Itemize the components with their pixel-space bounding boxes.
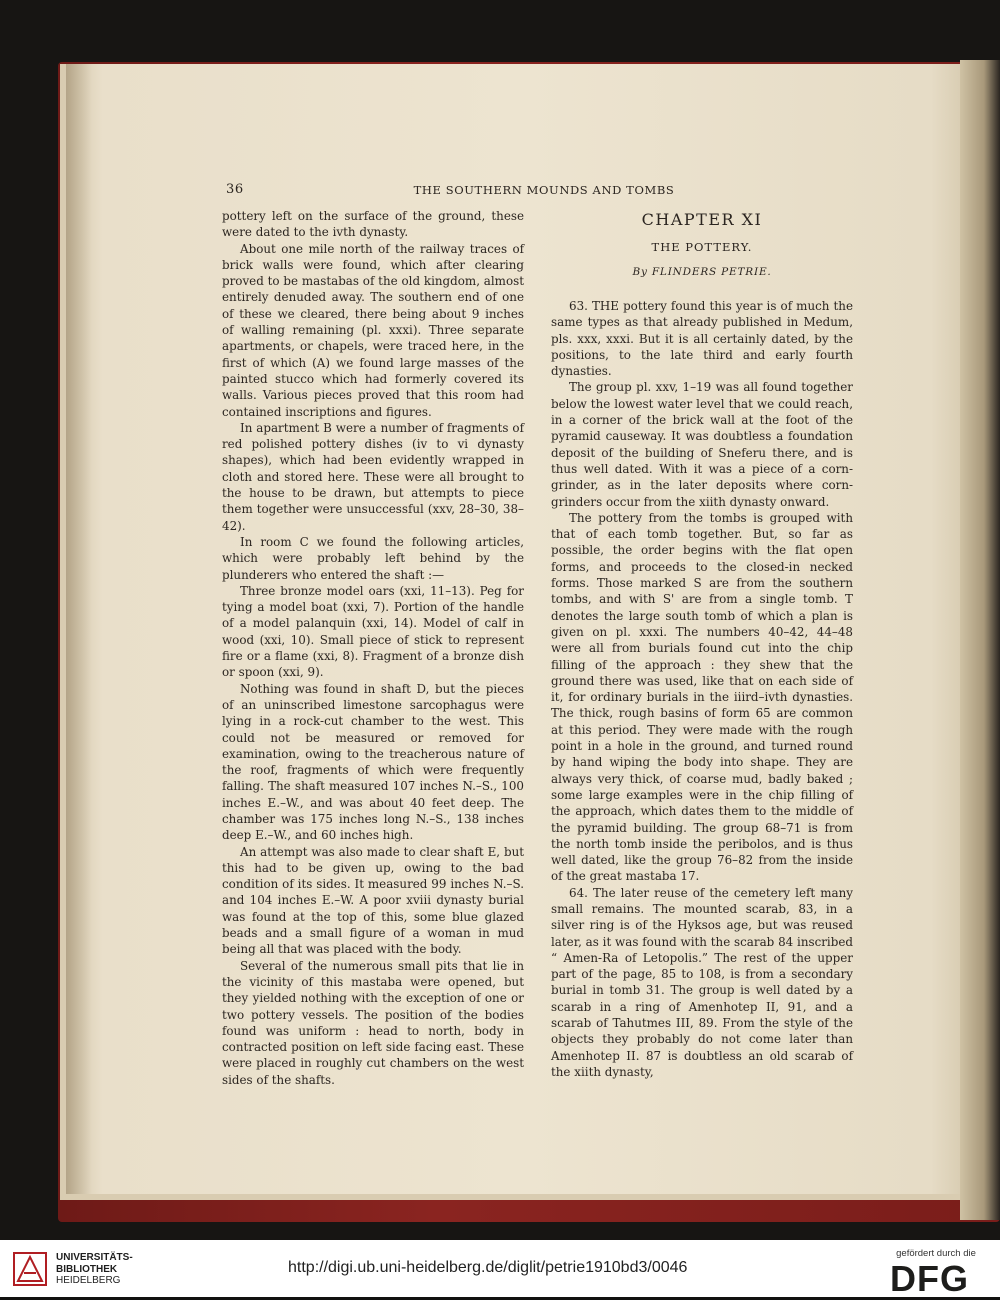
- page-number: 36: [226, 182, 244, 197]
- paragraph: Several of the numerous small pits that lie in the vicinity of this mastaba were opened, but they yielded nothing with the exception of one or two pottery vessels. The position of the bodies found was uniform : head to north, body in contracted position on left side facing east. These were placed in roughly cut chambers on the west sides of the shafts.: [222, 958, 524, 1087]
- page-curl: [960, 60, 1000, 1220]
- library-line-2: BIBLIOTHEK: [56, 1263, 118, 1275]
- paragraph: An attempt was also made to clear shaft E, but this had to be given up, owing to the bad condition of its sides. It measured 99 inches N.–S. and 104 inches E.–W. A poor xviii dynasty burial was found at the top of this, some blue glazed beads and a small figure of a woman in mud being all that was placed with the body.: [222, 844, 524, 957]
- right-text-column: [551, 298, 853, 1080]
- paragraph: 63. THE pottery found this year is of much the same types as that already published in Medum, pls. xxx, xxxi. But it is all certainly dated, by the positions, to the late third and early fourth dynasties.: [551, 299, 853, 379]
- paragraph: Nothing was found in shaft D, but the pieces of an uninscribed limestone sarcophagus were lying in a rock-cut chamber to the west. This could not be measured or removed for examination, owing to the treacherous nature of the roof, fragments of which were frequently falling. The shaft measured 107 inches N.–S., 100 inches E.–W., and was about 40 feet deep. The chamber was 175 inches long N.–S., 138 inches deep E.–W., and 60 inches high.: [222, 681, 524, 843]
- funding-note: gefördert durch die: [896, 1248, 976, 1259]
- left-text-column: [222, 208, 524, 1088]
- paragraph: 64. The later reuse of the cemetery left many small remains. The mounted scarab, 83, in a silver ring is of the Hyksos age, but was reused later, as it was found with the scarab 84 inscribed “ Amen-Ra of Letopolis.” The rest of the upper part of the page, 85 to 108, is from a secondary burial in tomb 31. The group is well dated by a scarab in a ring of Amenhotep II, 91, and a scarab of Tahutmes III, 89. From the style of the objects they probably do not come later than Amenhotep II. 87 is doubtless an old scarab of the xiith dynasty,: [551, 885, 853, 1079]
- library-line-3: HEIDELBERG: [56, 1275, 121, 1286]
- paragraph: Three bronze model oars (xxi, 11–13). Peg for tying a model boat (xxi, 7). Portion of the handle of a model palanquin (xxi, 14). Model of calf in wood (xxi, 10). Small piece of stick to represent fire or a flame (xxi, 8). Fragment of a bronze dish or spoon (xxi, 9).: [222, 583, 524, 680]
- page-gutter: [66, 64, 92, 1194]
- source-url-link[interactable]: http://digi.ub.uni-heidelberg.de/diglit/petrie1910bd3/0046: [288, 1259, 688, 1276]
- page-header: [226, 182, 862, 198]
- paragraph: In apartment B were a number of fragments of red polished pottery dishes (iv to vi dynasty shapes), which had been evidently wrapped in cloth and stored here. These were all brought to the house to be drawn, but attempts to piece them together were unsuccessful (xxv, 28–30, 38–42).: [222, 420, 524, 533]
- chapter-byline: By FLINDERS PETRIE.: [632, 266, 772, 278]
- paragraph: About one mile north of the railway traces of brick walls were found, which after clearing proved to be mastabas of the old kingdom, almost entirely denuded away. The southern end of one of these we cleared, there being about 9 inches of walling remaining (pl. xxxi). Three separate apartments, or chapels, were traced here, in the first of which (A) we found large masses of the painted stucco which had formerly covered its walls. Various pieces proved that this room had contained inscriptions and figures.: [222, 241, 524, 419]
- university-library-logo-icon: [12, 1251, 48, 1287]
- dfg-logo: DFG: [890, 1258, 969, 1299]
- running-title: THE SOUTHERN MOUNDS AND TOMBS: [413, 183, 675, 197]
- chapter-subtitle: THE POTTERY.: [651, 240, 753, 254]
- library-line-1: UNIVERSITÄTS-: [56, 1252, 133, 1263]
- chapter-title: CHAPTER XI: [641, 210, 763, 229]
- paragraph: The group pl. xxv, 1–19 was all found together below the lowest water level that we could reach, in a corner of the brick wall at the foot of the pyramid causeway. It was doubtless a foundation deposit of the building of Sneferu there, and is thus well dated. With it was a piece of a corn-grinder, as in the later deposits where corn-grinders occur from the xiith dynasty onward.: [551, 380, 853, 509]
- paragraph: pottery left on the surface of the ground, these were dated to the ivth dynasty.: [222, 209, 524, 240]
- paragraph: In room C we found the following articles, which were probably left behind by the plunderers who entered the shaft :—: [222, 534, 524, 582]
- university-library-name: [56, 1252, 133, 1287]
- paragraph: The pottery from the tombs is grouped with that of each tomb together. But, so far as possible, the order begins with the flat open forms, and proceeds to the closed-in necked forms. Those marked S are from the southern tombs, and with S' are from a single tomb. T denotes the large south tomb of which a plan is given on pl. xxxi. The numbers 40–42, 44–48 were all from burials found cut into the chip filling of the approach : they shew that the ground there was used, like that on each side of it, for ordinary burials in the iiird–ivth dynasties. The thick, rough basins of form 65 are common at this period. They were made with the rough point in a hole in the ground, and turned round by hand wiping the body into shape. They are always very thick, of coarse mud, badly baked ; some large examples were in the chip filling of the approach, which dates them to the middle of the pyramid building. The group 68–71 is from the north tomb inside the peribolos, and is thus well dated, like the group 76–82 from the inside of the great mastaba 17.: [551, 510, 853, 884]
